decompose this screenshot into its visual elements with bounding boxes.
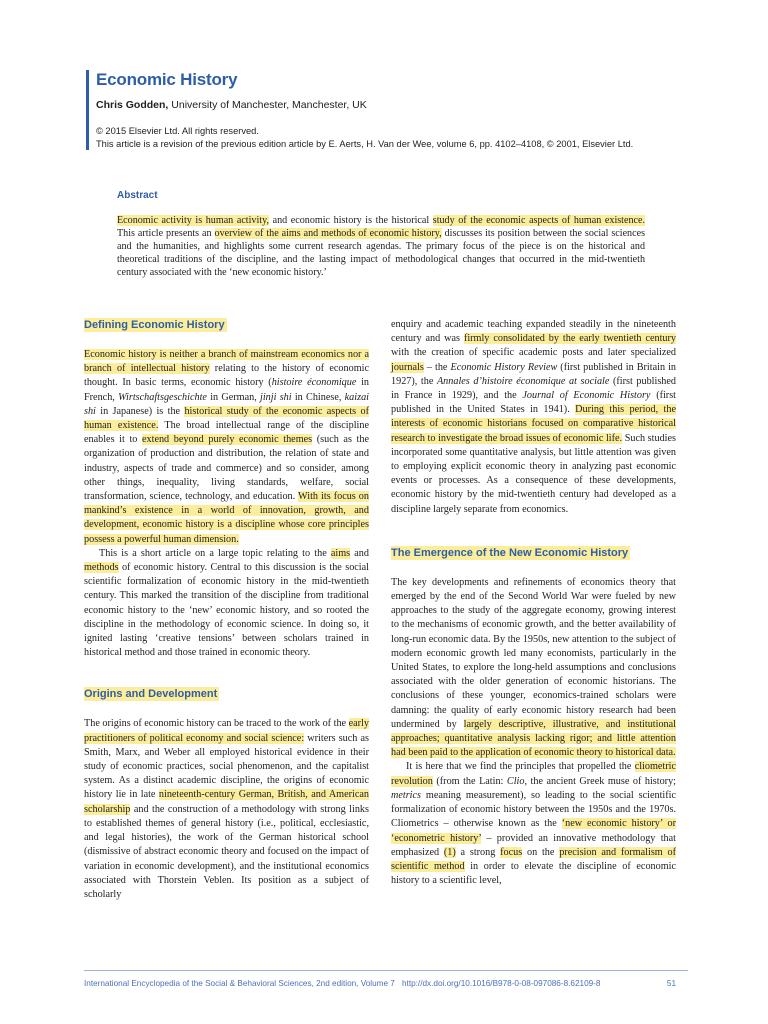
highlight: methods [84,562,119,574]
footer-divider [84,970,688,971]
text-run: (from the Latin: [432,775,507,787]
abstract-text [117,214,645,279]
section-heading-defining [84,318,369,332]
paragraph [84,717,369,902]
highlight: overview of the aims and methods of economic history, [214,228,442,240]
text-run: meaning measurement), so leading to the social scientific formalization of economic history between the 1950s and the 1970s. Cliometrics – otherwise known as the [391,789,676,830]
italic-term: metrics [391,789,421,801]
text-run: The origins of economic history can be traced to the work of the [84,718,349,730]
italic-term: Clio [506,775,525,787]
article-title: Economic History [96,70,238,89]
page-number: 51 [666,979,676,988]
text-run: in Japanese) is the [95,405,185,417]
text-run: This article presents an [117,228,215,240]
text-run: with the creation of specific academic posts and later specialized [391,347,676,359]
italic-term: Wirtschaftsgeschichte [118,391,207,403]
highlight: precision and formalism of scientific method [391,846,676,872]
text-run: (first published in France in 1929), and the [391,375,676,402]
text-run: This is a short article on a large topic relating to the [99,547,331,559]
text-run: – provided an innovative methodology that emphasized [391,832,676,858]
right-column [391,318,676,888]
doi-link[interactable]: http://dx.doi.org/10.1016/B978-0-08-097086-8.62109-8 [402,979,601,988]
highlight: ‘new economic history’ or ‘econometric history’ [391,818,676,844]
highlight: Economic activity is human activity, [117,215,269,226]
highlight: During this period, the interests of economic historians focused on comparative historical research to investigate the broad issues of economic life. [391,404,676,444]
highlight: firmly consolidated by the early twentieth century [463,333,676,345]
text-run: enquiry and academic teaching expanded steadily in the nineteenth century and was [391,319,676,345]
highlight: extend beyond purely economic themes [142,434,313,446]
page-footer [84,979,684,993]
highlight: aims [330,547,351,559]
highlight: (1) [443,846,456,858]
italic-term: Annales d’histoire économique at sociale [436,375,610,387]
text-run: a strong [455,846,501,858]
text-run: The key developments and refinements of economics theory that emerged by the end of the Second World War were fueled by new approaches to the study of the aggregate economy, growing interest to the mechanisms of economic growth, and the better availability of long-run economic data. By the 1950s, new attention to the subject of modern economic growth led many economists, particularly in the United States, to explore the long-held assumptions and conclusions associated with the older generation of economic historians. The conclusions of these younger, economics-trained scholars were damning: the quality of early economic history research had been undermined by [391,576,676,730]
text-run: and the construction of a methodology with strong links to established themes of general history (i.e., political, ecclesiastic, and legal histories), the work of the German historical school (dismissive of abstract economic theory and focused on the impact of variation in economic development), and the institutional economics associated with Thorstein Veblen. Its position as a subject of scholarly [84,803,369,900]
revision-note: This article is a revision of the previous edition article by E. Aerts, H. Van der Wee, volume 6, pp. 4102–4108, © 2001, Elsevier Ltd. [96,138,634,149]
heading-text: Origins and Development [84,688,218,701]
italic-term: kaizai shi [84,391,369,417]
paragraph [391,760,676,888]
section-heading-origins [84,687,369,701]
author-line [96,98,736,112]
author-name: Chris Godden, [96,99,169,111]
text-run: and economic history is the historical [269,215,433,226]
text-run: , the ancient Greek muse of history; [524,775,676,787]
text-run: in order to elevate the discipline of economic history to a scientific level, [391,860,676,887]
italic-term: jinji shi [260,391,292,403]
highlight: With its focus on mankind’s existence in a world of innovation, growth, and development, economic history is a discipline whose core principles possess a powerful human dimension. [84,491,369,545]
heading-text: The Emergence of the New Economic History [391,546,629,559]
text-run: relating to the history of economic thought. In basic terms, economic history ( [84,363,369,389]
left-column [84,318,369,902]
heading-text: Defining Economic History [84,319,225,331]
text-run: (such as the organization of production and distribution, the relation of state and industry, aspects of trade and commerce) and so consider, among other things, inequality, living standards, welfare, social transformation, science, technology, and education. [84,434,369,503]
abstract-heading: Abstract [117,190,158,201]
highlight: nineteenth-century German, British, and American scholarship [84,789,369,815]
italic-term: Journal of Economic History [522,390,651,402]
paragraph [84,547,369,661]
highlight: largely descriptive, illustrative, and institutional approaches; quantitative analysis lacking rigor; and little attention had been paid to the application of economic theory to historical data. [391,718,676,759]
italic-term: histoire économique [271,377,357,389]
text-run: in Chinese, [291,391,345,403]
highlight: journals [391,361,424,373]
highlight: historical study of the economic aspects of human existence. [84,405,369,432]
text-run: in German, [206,391,261,403]
text-run: on the [522,846,560,858]
copyright-notice: © 2015 Elsevier Ltd. All rights reserved. [96,126,259,136]
text-run: writers such as Smith, Marx, and Weber all employed historical evidence in their study of economic practices, social phenomenon, and the capitalist system. As a distinct academic discipline, the origins of economic history lie in late [84,732,369,801]
author-affiliation: University of Manchester, Manchester, UK [171,99,367,111]
text-run: Such studies incorporated some quantitative analysis, but little attention was given to employing explicit economic theory in analyzing past economic events or processes. As a consequence of these developments, economic history by the mid-twentieth century had developed as a discipline largely separate from economics. [391,432,676,515]
paragraph [391,318,676,517]
paragraph [391,576,676,761]
text-run: of economic history. Central to this discussion is the social scientific formalization of economic history in the mid-twentieth century. This marked the transition of the discipline from traditional economic history to the ‘new’ economic history, and so rooted the discipline in the methodology of economic science. In doing so, it ignited lasting ‘creative tensions’ between scholars trained in historical method and those trained in economic theory. [84,562,369,659]
highlight: Economic history is neither a branch of mainstream economics nor a branch of intellectual history [84,349,369,375]
text-run: (first published in the United States in 1941). [391,390,676,416]
text-run: (first published in Britain in 1927), the [391,361,676,387]
paragraph [84,348,369,547]
article-header [86,70,736,150]
text-run: discusses its position between the social sciences and the humanities, and highlights some current research agendas. The primary focus of the piece is on the historical and theoretical traditions of the discipline, and the lasting impact of methodological changes that occurred in the mid-twentieth century associated with the ‘new economic history.’ [117,228,645,279]
highlight: early practitioners of political economy and social science: [84,718,369,744]
text-run: and [350,547,369,559]
highlight: focus [500,846,523,858]
text-run: in French, [84,377,369,403]
text-run: – the [423,361,451,373]
footer-source: International Encyclopedia of the Social & Behavioral Sciences, 2nd edition, Volume 7 [84,979,395,988]
text-run: The broad intellectual range of the discipline enables it to [84,420,369,446]
highlight: cliometric revolution [391,761,676,787]
text-run: It is here that we find the principles that propelled the [406,761,635,773]
highlight: study of the economic aspects of human existence. [432,215,646,226]
section-heading-emergence [391,546,676,560]
italic-term: Economic History Review [450,361,558,373]
